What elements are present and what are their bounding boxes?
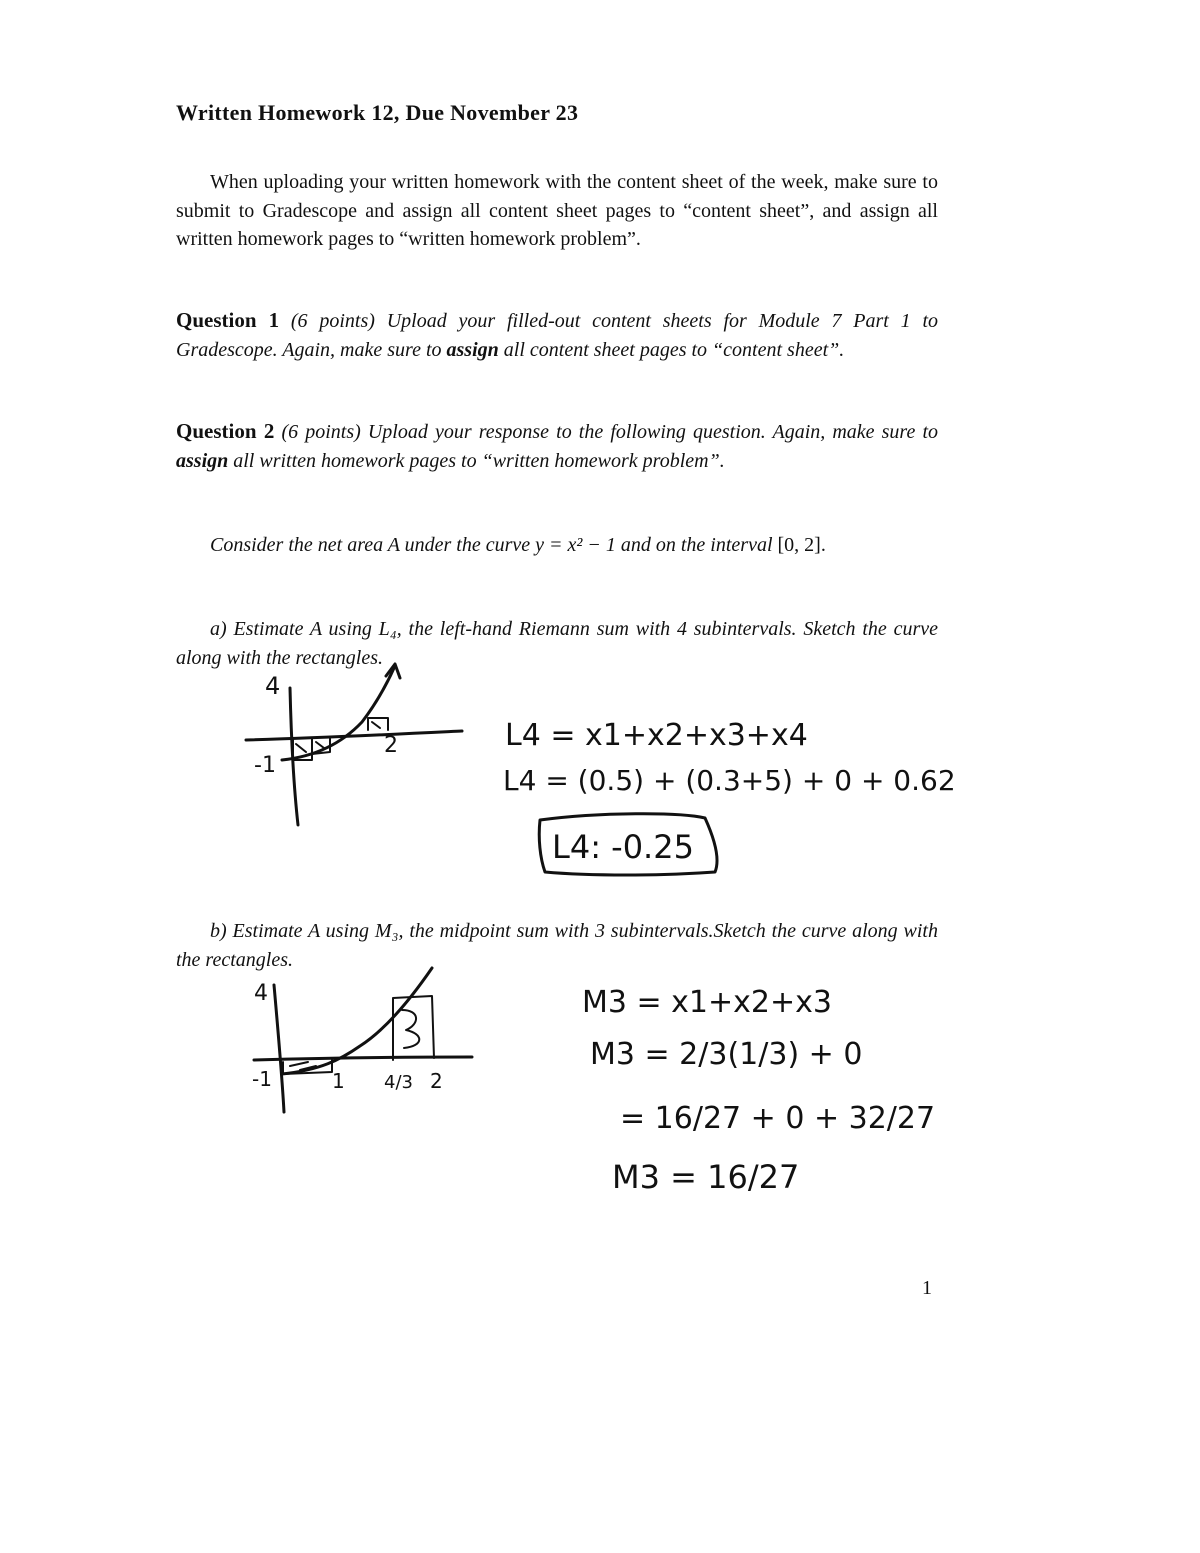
interval-text: [0, 2] <box>777 534 821 556</box>
question-1-text-a: (6 points) Upload your filled-out content sheets for Module 7 Part 1 to Gradescope. Again, make sure to <box>176 310 939 361</box>
page-title: Written Homework 12, Due November 23 <box>176 100 579 125</box>
part-b-prompt: b) Estimate A using M₃, the midpoint sum with 3 subintervals.Sketch the curve along with the rectangles. <box>176 920 938 971</box>
work-b-line-2: M3 = 2/3(1/3) + 0 <box>590 1037 863 1072</box>
work-b-line-4: M3 = 16/27 <box>612 1158 800 1196</box>
sketch-b-tick-1: 1 <box>332 1069 345 1093</box>
sketch-b-y-axis <box>274 985 284 1112</box>
page-number: 1 <box>922 1277 932 1299</box>
consider-text: Consider the net area A under the curve y = x² − 1 and on the interval <box>210 534 778 556</box>
question-1-label: Question 1 <box>176 308 280 332</box>
sketch-b-x-axis <box>254 1057 472 1060</box>
sketch-a-label-neg1: -1 <box>254 753 276 778</box>
question-1-text-b: all content sheet pages to “content sheet”. <box>498 338 845 361</box>
sketch-b-tick-4-3: 4/3 <box>384 1072 413 1093</box>
sketch-b-label-4: 4 <box>254 981 268 1006</box>
sketch-b-label-neg1: -1 <box>252 1067 272 1091</box>
question-2-text-b: all written homework pages to “written homework problem”. <box>228 449 725 472</box>
sketch-b-tick-2: 2 <box>430 1069 443 1093</box>
sketch-b-rect-mark <box>402 1010 419 1048</box>
sketch-a-label-2: 2 <box>384 733 398 758</box>
sketch-a-label-4: 4 <box>265 672 281 700</box>
question-1-bold: assign <box>446 338 499 361</box>
consider-end: . <box>820 534 826 556</box>
work-b-line-3: = 16/27 + 0 + 32/27 <box>620 1101 936 1136</box>
work-a-line-2: L4 = (0.5) + (0.3+5) + 0 + 0.62 <box>503 764 956 797</box>
question-2-bold: assign <box>176 449 229 472</box>
intro-paragraph: When uploading your written homework with the content sheet of the week, make sure to submit to Gradescope and assign all content sheet pages to “content sheet”, and assign all written homework pages to “written homework problem”. <box>176 171 938 250</box>
question-2-label: Question 2 <box>176 419 275 443</box>
work-a-answer: L4: -0.25 <box>552 828 694 866</box>
work-a-line-1: L4 = x1+x2+x3+x4 <box>505 718 808 753</box>
work-b-line-1: M3 = x1+x2+x3 <box>582 985 832 1020</box>
part-a-prompt: a) Estimate A using L₄, the left-hand Riemann sum with 4 subintervals. Sketch the curve along with the rectangles. <box>176 618 938 669</box>
question-2-text-a: (6 points) Upload your response to the following question. Again, make sure to <box>281 421 939 443</box>
sketch-b-rect-3 <box>393 996 434 1060</box>
